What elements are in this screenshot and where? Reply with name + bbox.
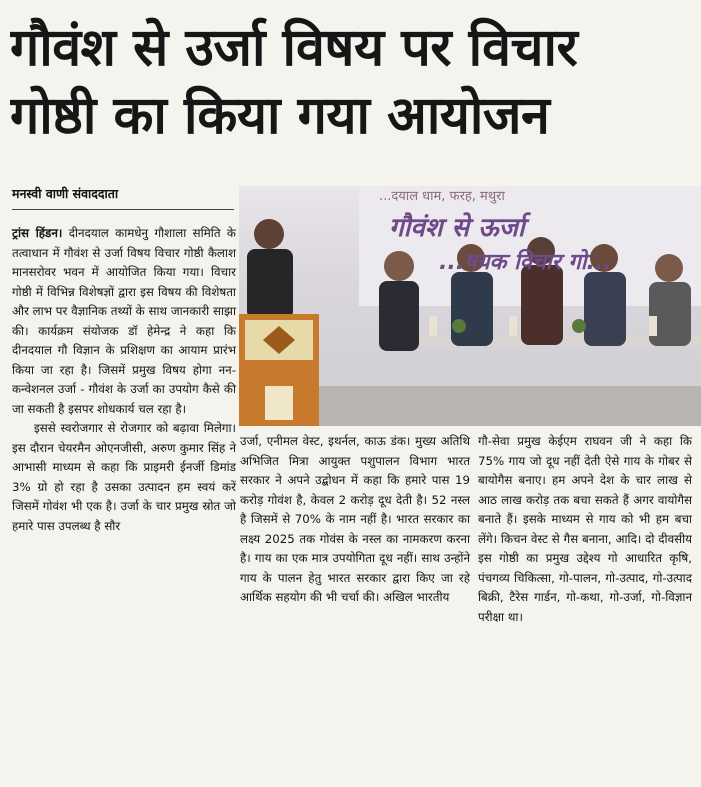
byline: मनस्वी वाणी संवाददाता xyxy=(12,185,234,210)
article-column-2 xyxy=(240,432,470,608)
banner-main-text: गौवंश से ऊर्जा xyxy=(389,213,525,243)
headline-line-2: गोष्ठी का किया गया आयोजन xyxy=(10,86,550,146)
headline xyxy=(10,14,690,150)
article-column-1 xyxy=(12,224,236,536)
article-paragraph: उर्जा, एनीमल वेस्ट, इथर्नल, काऊ डंक। मुख्य अतिथि अभिजित मित्रा आयुक्त पशुपालन विभाग भारत सरकार ने अपने उद्बोधन में कहा कि हमारे पास 19 करोड़ गोवंश है, केवल 2 करोड़ दूध देती है। 52 नस्ल है जिसमें से 70% के नाम नहीं है। भारत सरकार का लक्ष्य 2025 तक गोवंस के नस्ल का नामकरण करना है। गाय का एक मात्र उपयोगिता दूध नहीं। साथ उन्होंने गाय के पालन हेतु भारत सरकार द्वारा किए जा रहे आर्थिक सहयोग की भी चर्चा की। अखिल भारतीय xyxy=(240,434,470,604)
event-photo xyxy=(239,186,701,426)
banner-sub-text: ...षयक विचार गो... xyxy=(439,250,612,275)
article-paragraph: इससे स्वरोजगार से रोजगार को बढ़ावा मिलेगा। इस दौरान चेयरमैन ओएनजीसी, अरुण कुमार सिंह ने आभासी माध्यम से कहा कि प्राइमरी ईनर्जी डिमांड 3% ग्रो हो रहा है उसका उत्पादन हम स्वयं करें जिसमें गोवंश भी एक है। उर्जा के चार प्रमुख स्रोत जो हमारे पास उपलब्ध है सौर xyxy=(12,421,236,533)
article-paragraph: गौ-सेवा प्रमुख केईएम राघवन जी ने कहा कि 75% गाय जो दूध नहीं देती ऐसे गाय के गोबर से बायोगैस बनाए। हम अपने देश के चार लाख से आठ लाख करोड़ तक बचा सकते हैं अगर वायोगैस बनाते हैं। इसके माध्यम से गाय को भी हम बचा लेंगे। किचन वेस्ट से गैस बनाना, आदि। दो दीवसीय इस गोष्ठी का प्रमुख उद्देश्य गो आधारित कृषि, पंचगव्य चिकित्सा, गो-पालन, गो-उत्पाद, गो-उत्पाद बिक्री, टैरेस गार्डन, गो-कथा, गो-उर्जा, गो-विज्ञान परीक्षा था। xyxy=(478,434,692,624)
banner-top-text: ...दयाल धाम, फरह, मथुरा xyxy=(379,189,505,204)
article-text: दीनदयाल कामधेनु गौशाला समिति के तत्वाधान में गौवंश से उर्जा विषय विचार गोष्ठी कैलाश मानसरोवर भवन में आयोजित किया गया। विचार गोष्ठी में विभिन्न विशेषज्ञों द्वारा इस विषय की विशेषता और लाभ पर वैज्ञानिक तथ्यों के साथ जानकारी साझा की। कार्यक्रम संयोजक डॉ हेमेन्द्र ने कहा कि दीनदयाल गौ विज्ञान के प्रशिक्षण का आयाम प्रारंभ किया जा रहा है। जिसमें प्रमुख विषय होगा नन-कन्वेशनल उर्जा - गौवंश के उर्जा का उपयोग कैसे की जा सकती है इसपर शोधकार्य चल रहा है। xyxy=(12,226,236,416)
article-paragraph xyxy=(12,224,236,419)
headline-line-1: गौवंश से उर्जा विषय पर विचार xyxy=(10,18,578,78)
dateline: ट्रांस हिंडन। xyxy=(12,226,63,240)
article-column-3 xyxy=(478,432,692,627)
